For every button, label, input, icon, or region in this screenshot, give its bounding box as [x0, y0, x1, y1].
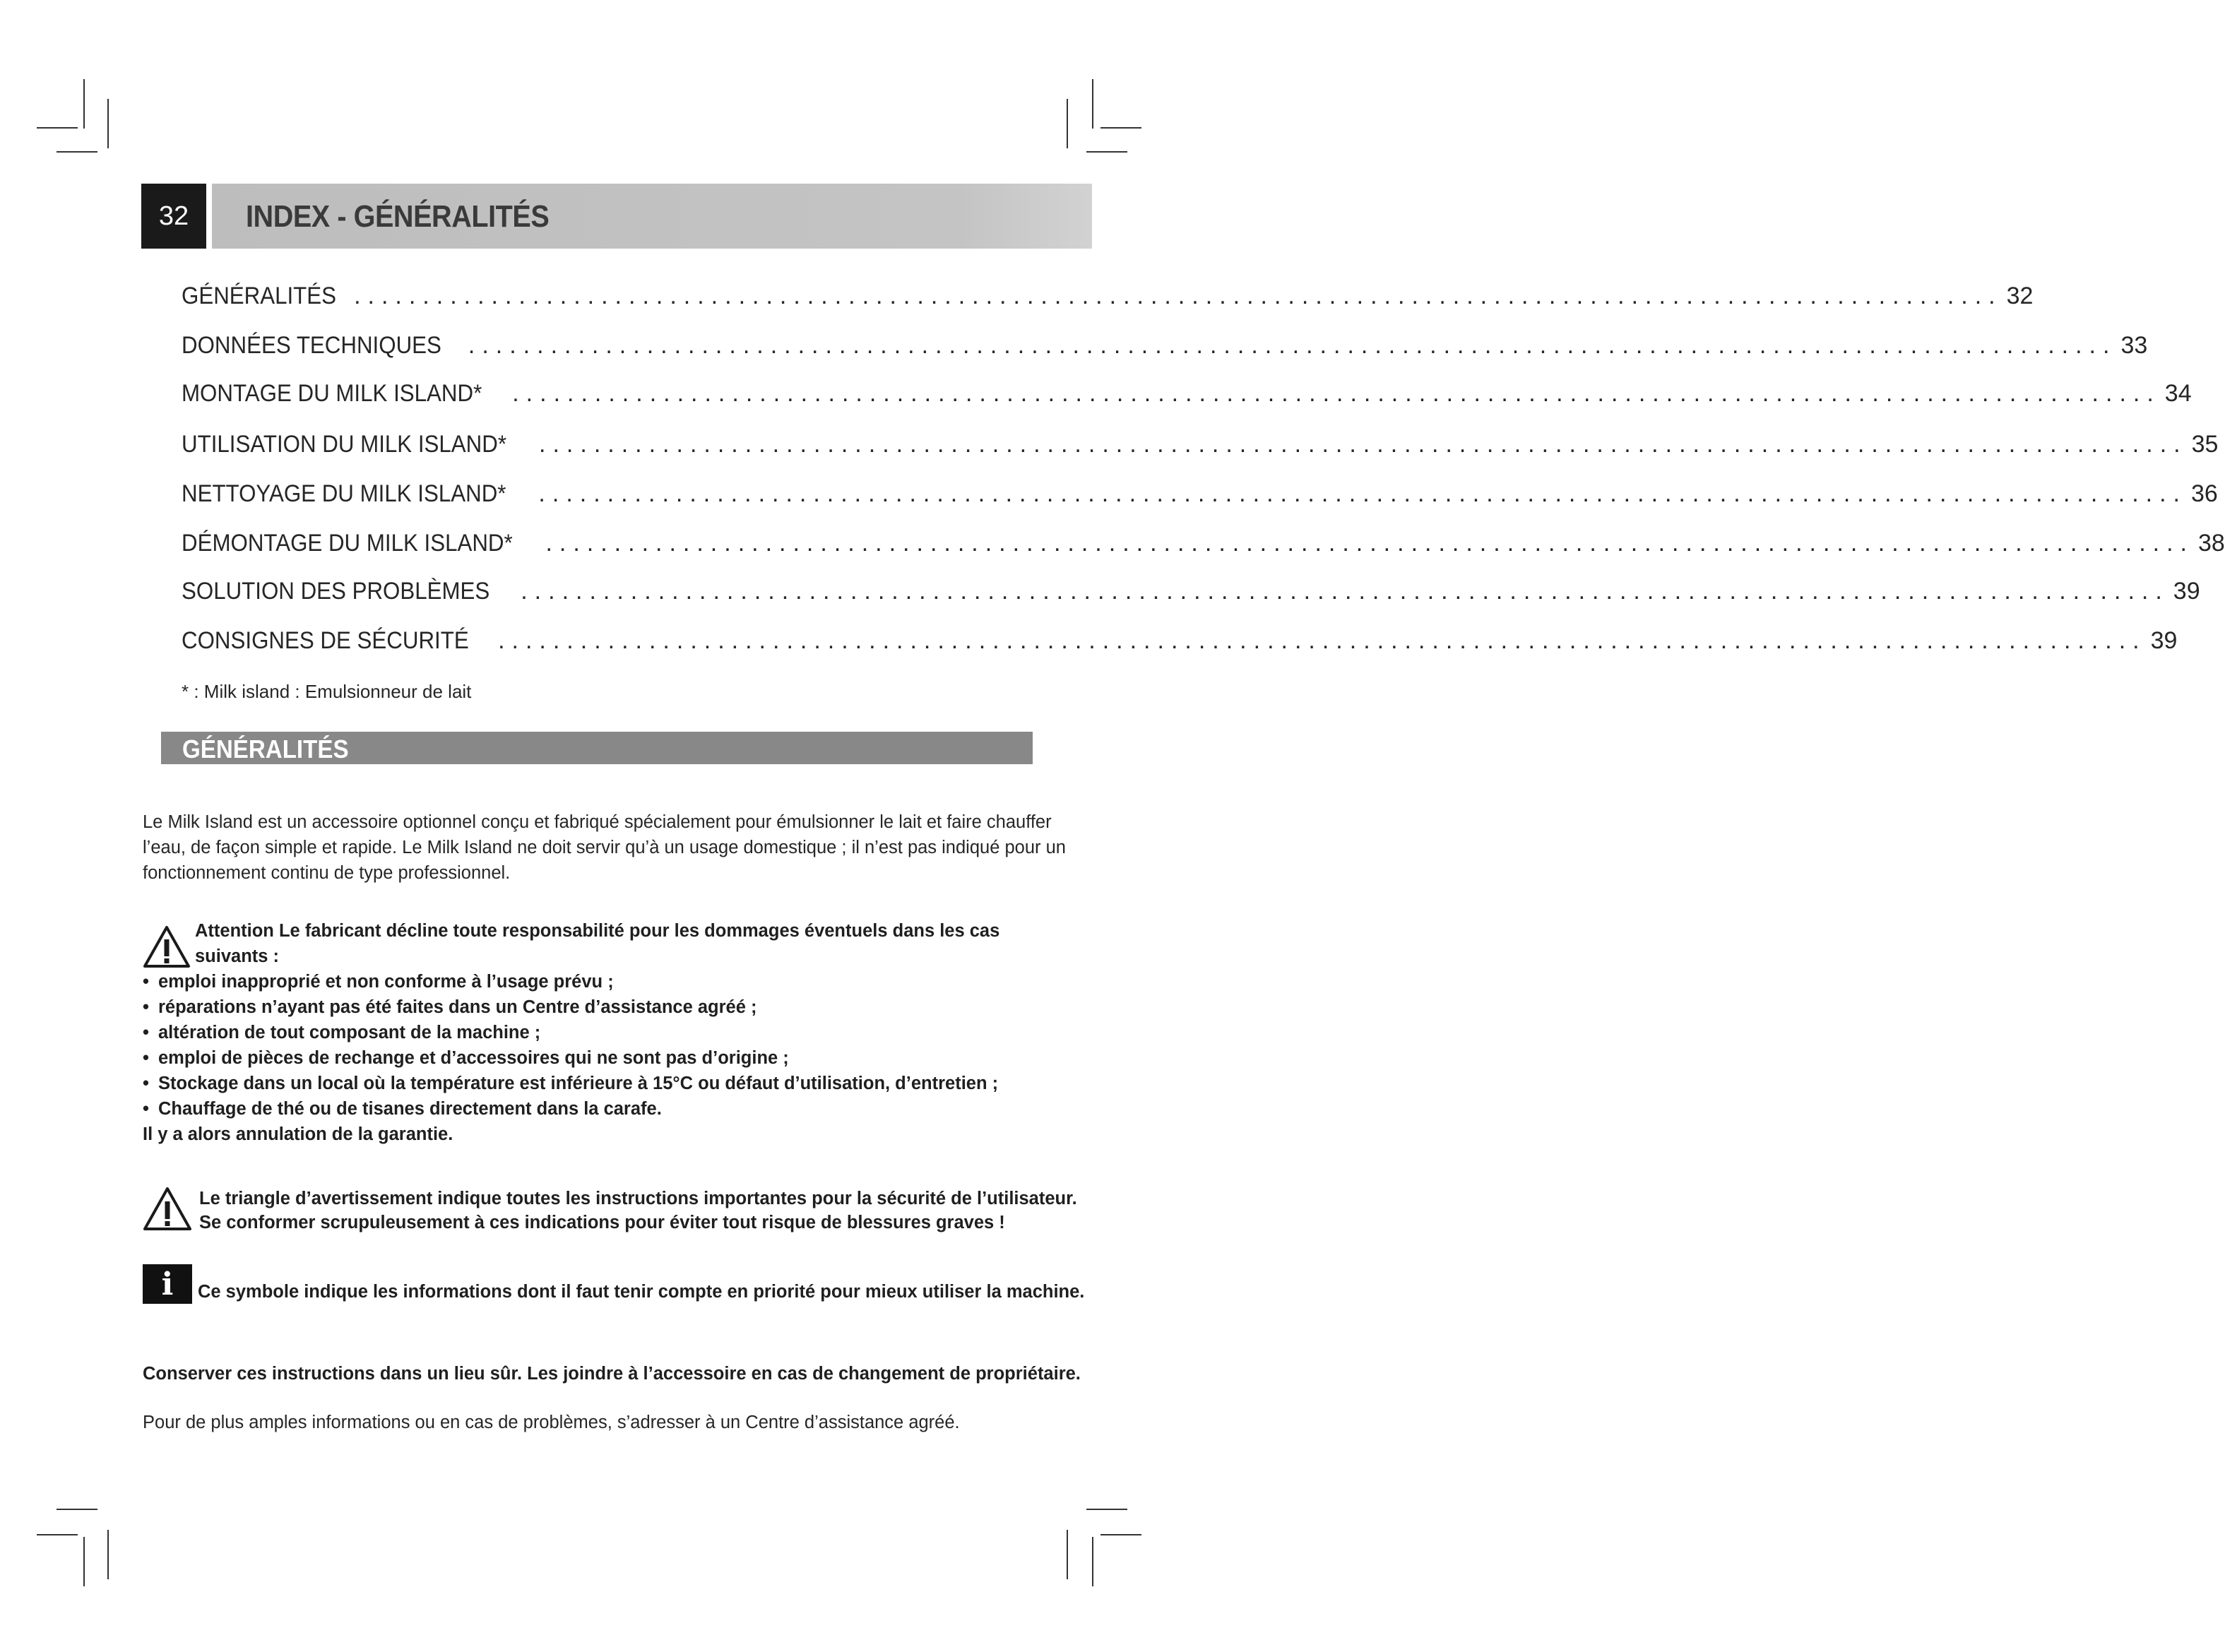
- crop-mark: [57, 151, 97, 153]
- intro-paragraph: Le Milk Island est un accessoire optionnel conçu et fabriqué spécialement pour émulsionner le lait et faire chauffer l’eau, de façon simple et rapide. Le Milk Island ne doit servir qu’à un usage domestique ; il n’est pas indiqué pour un fonctionnement continu de type professionnel.: [143, 812, 1066, 883]
- toc-page: 38: [2198, 530, 2225, 557]
- info-text: Ce symbole indique les informations dont il faut tenir compte en priorité pour mieux utiliser la machine.: [198, 1282, 1085, 1302]
- toc-entry: DONNÉES TECHNIQUES ........................................................................................................................ 33: [182, 332, 2148, 359]
- warning-bullet: • altération de tout composant de la machine ;: [143, 1023, 541, 1042]
- keep-instructions-note: Conserver ces instructions dans un lieu sûr. Les joindre à l’accessoire en cas de changement de propriétaire.: [143, 1364, 1081, 1384]
- info-icon: i: [143, 1264, 192, 1304]
- warning-bullet: • Chauffage de thé ou de tisanes directement dans la carafe.: [143, 1099, 662, 1119]
- crop-mark: [83, 1537, 85, 1586]
- crop-mark: [1067, 1530, 1068, 1579]
- crop-mark: [1100, 127, 1141, 129]
- warning-bullet: • réparations n’ayant pas été faites dans un Centre d’assistance agréé ;: [143, 997, 757, 1017]
- crop-mark: [1086, 1509, 1127, 1510]
- page-title: INDEX - GÉNÉRALITÉS: [246, 199, 550, 234]
- toc-page: 33: [2120, 332, 2148, 359]
- toc-page: 39: [2173, 578, 2200, 605]
- crop-mark: [107, 99, 109, 148]
- triangle-explanation: Le triangle d’avertissement indique toutes les instructions importantes pour la sécurité de l’utilisateur. Se conformer scrupuleusement à ces indications pour éviter tout risque de blessures graves !: [143, 1187, 1077, 1235]
- toc-entry: CONSIGNES DE SÉCURITÉ ........................................................................................................................ 39: [182, 627, 2178, 654]
- toc-entry: SOLUTION DES PROBLÈMES ........................................................................................................................ 39: [182, 578, 2200, 605]
- toc-page: 32: [2006, 283, 2034, 309]
- toc-entry: UTILISATION DU MILK ISLAND* ........................................................................................................................ 35: [182, 431, 2219, 458]
- info-explanation: [143, 1264, 1084, 1304]
- crop-mark: [57, 1509, 97, 1510]
- section-header-bar: [161, 732, 1033, 764]
- page-number: 32: [141, 184, 206, 249]
- toc-footnote: * : Milk island : Emulsionneur de lait: [182, 681, 472, 702]
- liability-warning: [143, 918, 1047, 1147]
- crop-mark: [1092, 79, 1093, 129]
- toc-entry: DÉMONTAGE DU MILK ISLAND* ........................................................................................................................ 38: [182, 530, 2225, 557]
- crop-mark: [1100, 1534, 1141, 1535]
- warning-heading: Attention Le fabricant décline toute responsabilité pour les dommages éventuels dans les cas suivants :: [195, 921, 1000, 966]
- section-title: GÉNÉRALITÉS: [182, 735, 349, 763]
- warranty-note: Il y a alors annulation de la garantie.: [143, 1124, 453, 1144]
- toc-page: 39: [2150, 627, 2178, 654]
- crop-mark: [37, 127, 78, 129]
- crop-mark: [107, 1530, 109, 1579]
- warning-triangle-icon: [143, 1187, 192, 1232]
- warning-bullet: • emploi de pièces de rechange et d’accessoires qui ne sont pas d’origine ;: [143, 1048, 789, 1068]
- crop-mark: [1067, 99, 1068, 148]
- contact-note: Pour de plus amples informations ou en cas de problèmes, s’adresser à un Centre d’assistance agréé.: [143, 1413, 960, 1432]
- crop-mark: [1092, 1537, 1093, 1586]
- toc-entry: GÉNÉRALITÉS ........................................................................................................................ 32: [182, 283, 2034, 309]
- toc-page: 36: [2190, 480, 2218, 507]
- crop-mark: [83, 79, 85, 129]
- toc-entry: NETTOYAGE DU MILK ISLAND* ........................................................................................................................ 36: [182, 480, 2218, 507]
- crop-mark: [37, 1534, 78, 1535]
- warning-triangle-icon: [143, 925, 191, 969]
- toc-page: 35: [2191, 431, 2219, 458]
- crop-mark: [1086, 151, 1127, 153]
- page-title-bar: [212, 184, 1092, 249]
- toc-page: 34: [2164, 380, 2192, 407]
- warning-bullet: • Stockage dans un local où la température est inférieure à 15°C ou défaut d’utilisation, d’entretien ;: [143, 1074, 999, 1093]
- warning-bullet: • emploi inapproprié et non conforme à l’usage prévu ;: [143, 972, 614, 992]
- toc-entry: MONTAGE DU MILK ISLAND* ........................................................................................................................ 34: [182, 380, 2192, 407]
